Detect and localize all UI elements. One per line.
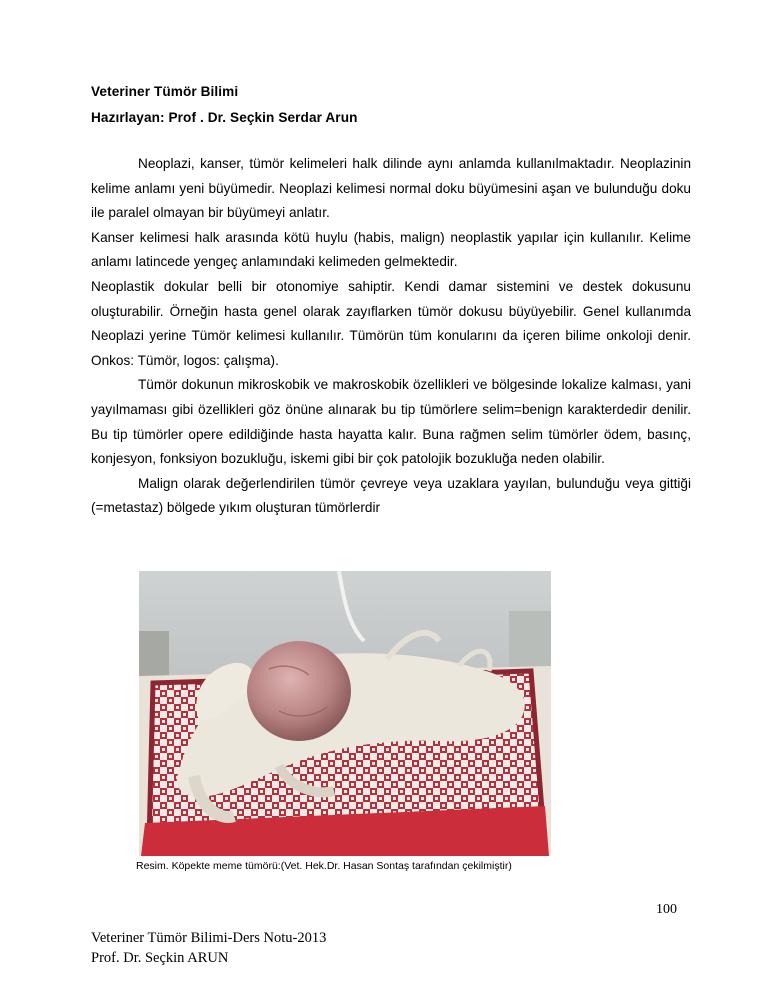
author-line: Hazırlayan: Prof . Dr. Seçkin Serdar Arun (91, 110, 358, 125)
photo-illustration (139, 571, 551, 856)
document-title: Veteriner Tümör Bilimi (91, 84, 239, 99)
page-number: 100 (656, 902, 677, 917)
footer-course-line: Veteriner Tümör Bilimi-Ders Notu-2013 (91, 930, 327, 946)
paragraph-5: Malign olarak değerlendirilen tümör çevreye veya uzaklara yayılan, bulunduğu veya gittiği (=metastaz) bölgede yıkım oluşturan tümörlerdir (91, 475, 692, 516)
body-text (91, 152, 691, 521)
paragraph-4: Tümör dokunun mikroskobik ve makroskobik özellikleri ve bölgesinde lokalize kalması, yani yayılmaması gibi özellikleri göz önüne alınarak bu tip tümörlere selim=benign karakterdedir denilir. Bu tip tümörler opere edildiğinde hasta hayatta kalır. Buna rağmen selim tümörler ödem, basınç, konjesyon, fonksiyon bozukluğu, iskemi gibi bir çok patolojik bozukluğa neden olabilir. (91, 377, 692, 467)
figure-caption: Resim. Köpekte meme tümörü:(Vet. Hek.Dr. Hasan Sontaş tarafından çekilmiştir) (136, 860, 512, 872)
paragraph-3: Neoplastik dokular belli bir otonomiye sahiptir. Kendi damar sistemini ve destek dokusunu oluşturabilir. Örneğin hasta genel olarak zayıflarken tümör dokusu büyüyebilir. Genel kullanımda Neoplazi yerine Tümör kelimesi kullanılır. Tümörün tüm konularını da içeren bilime onkoloji denir. Onkos: Tümör, logos: çalışma). (91, 278, 691, 368)
paragraph-2: Kanser kelimesi halk arasında kötü huylu (habis, malign) neoplastik yapılar için kullanılır. Kelime anlamı latincede yengeç anlamındaki kelimeden gelmektedir. (91, 229, 691, 270)
dog-tumor-photo (139, 571, 551, 856)
paragraph-1: Neoplazi, kanser, tümör kelimeleri halk dilinde aynı anlamda kullanılmaktadır. Neoplazinin kelime anlamı yeni büyümedir. Neoplazi kelimesi normal doku büyümesini aşan ve bulunduğu doku ile paralel olmayan bir büyümeyi anlatır. (91, 156, 692, 221)
footer-author-line: Prof. Dr. Seçkin ARUN (91, 950, 229, 966)
